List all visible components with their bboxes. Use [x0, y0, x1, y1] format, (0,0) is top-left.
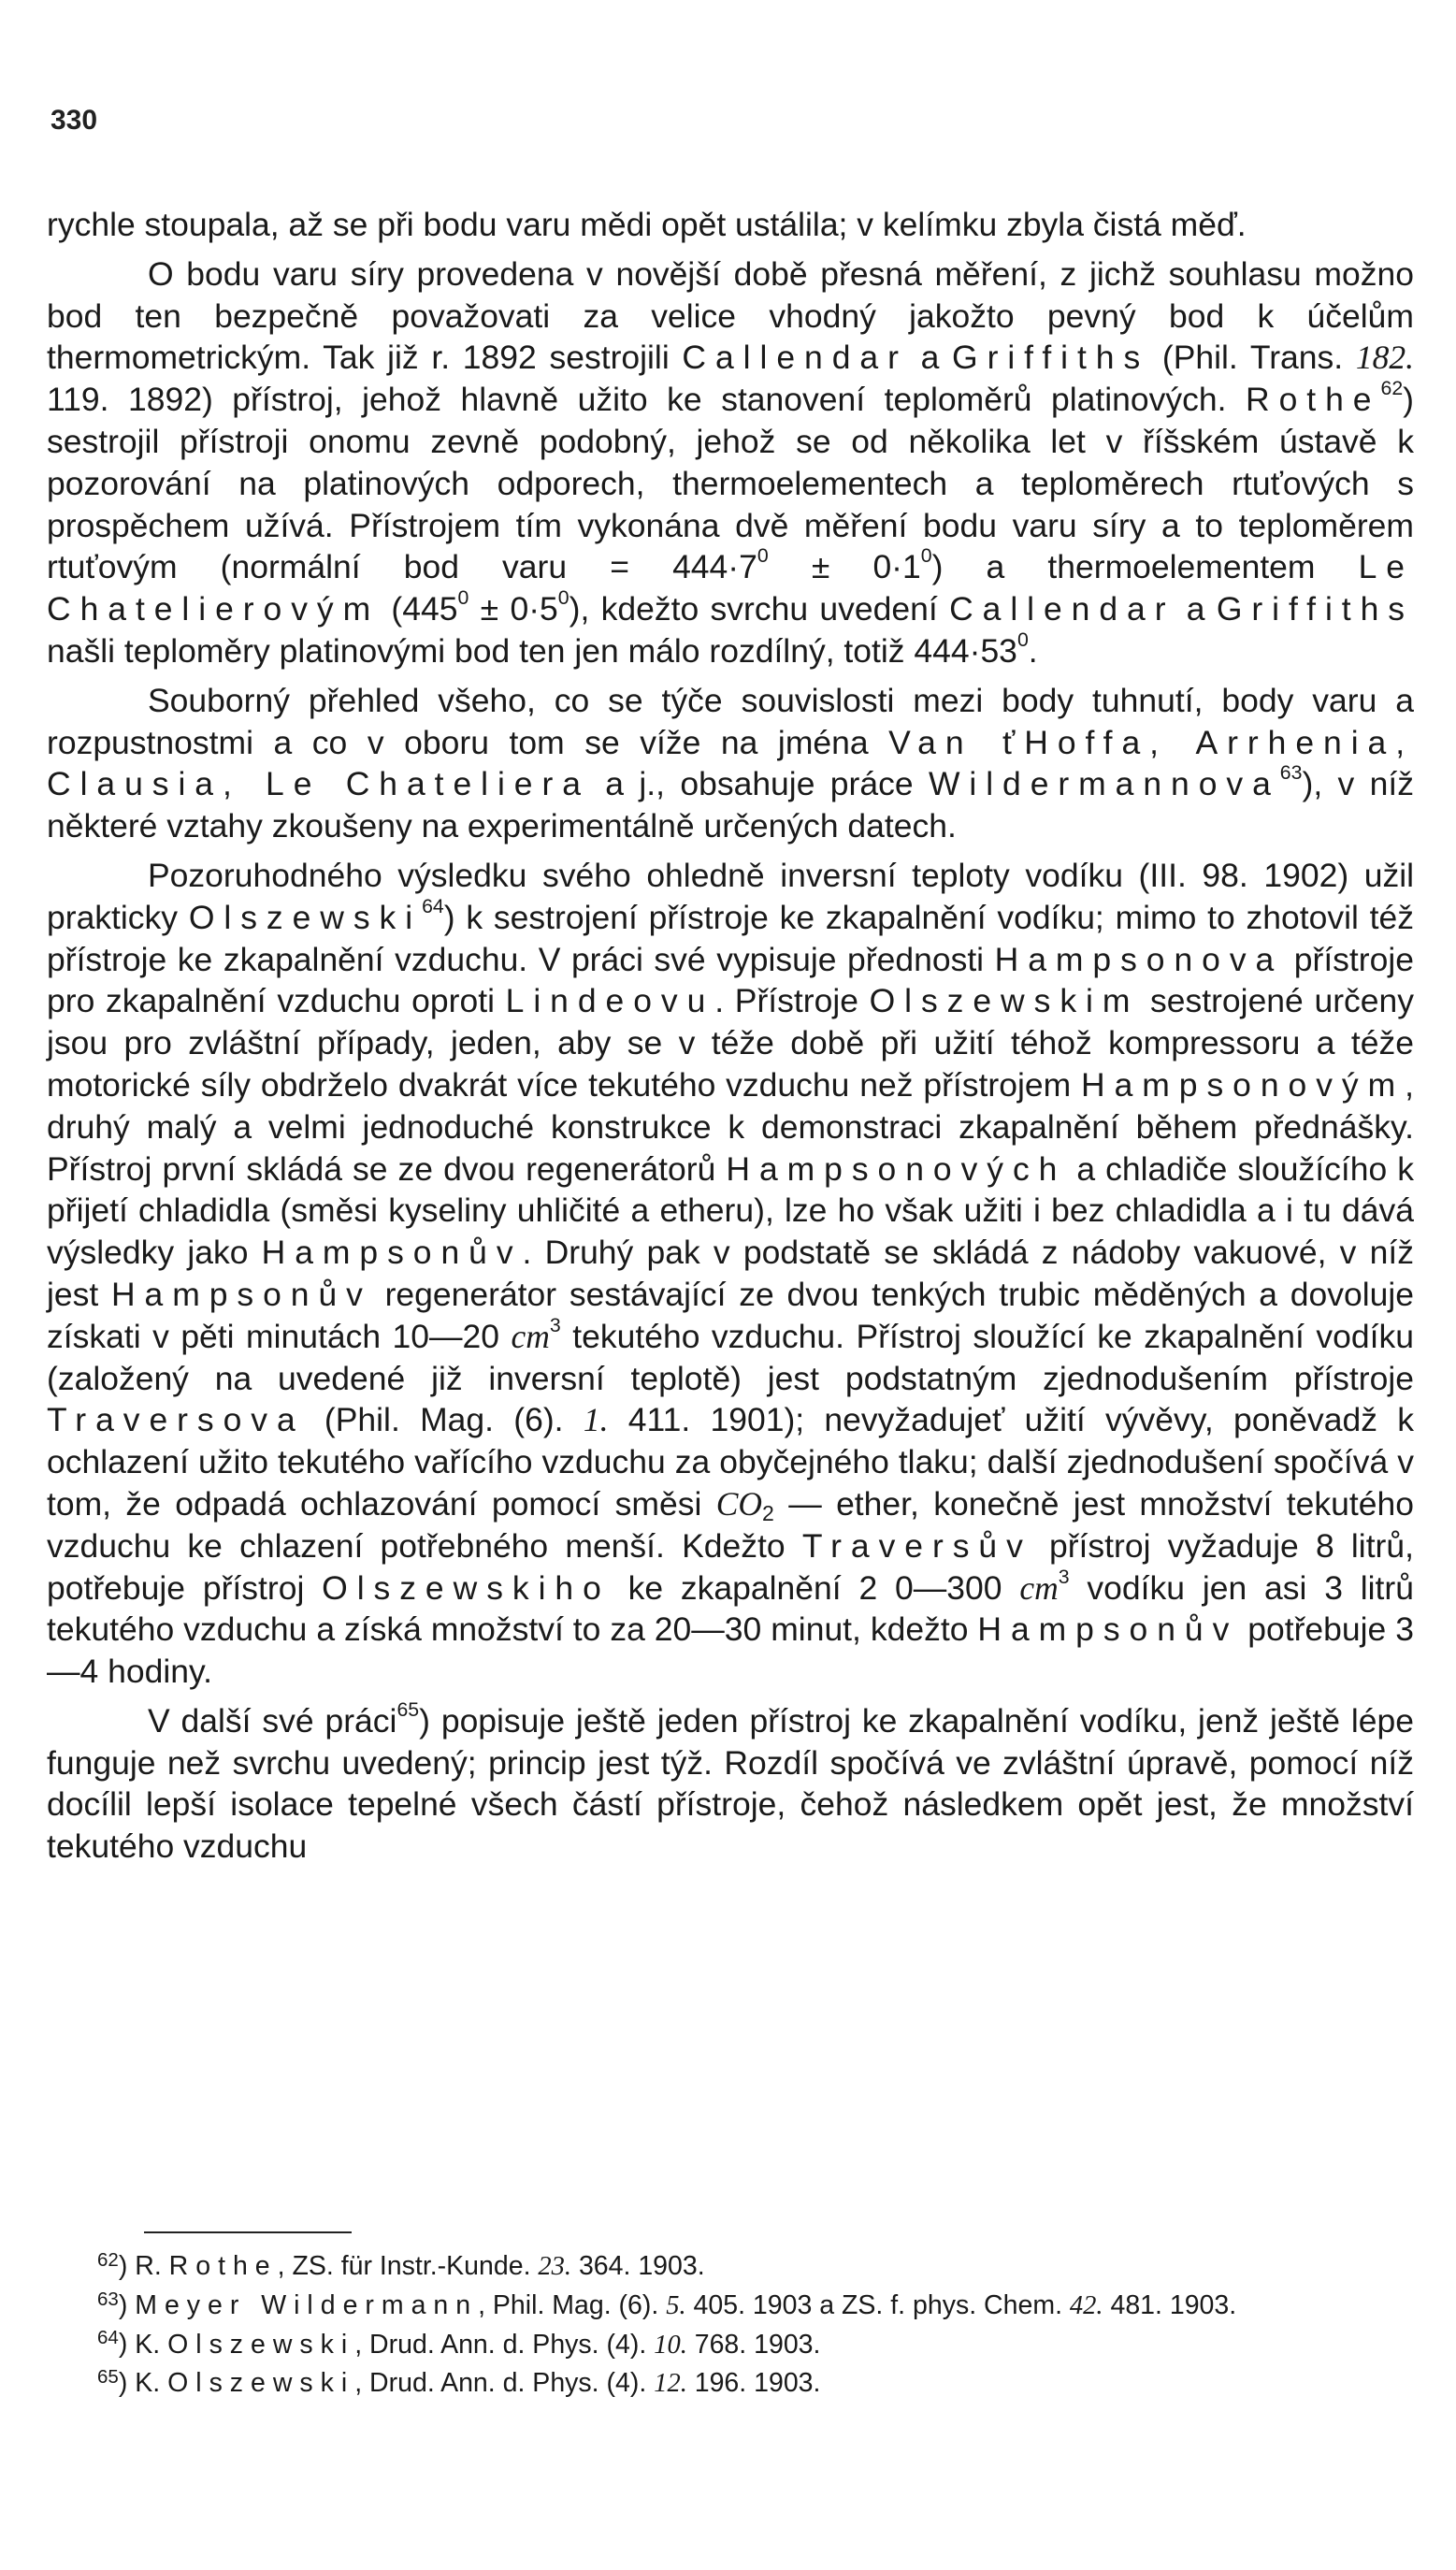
footnote-marker: 64	[97, 2327, 119, 2349]
text-segment: 64	[422, 894, 444, 917]
text-segment: 10.	[654, 2330, 687, 2360]
text-segment: Pozoruhodného výsledku svého ohledně inversní teploty vodíku (III. 98. 1902) užil prakticky	[47, 856, 1414, 936]
text-segment: 5.	[666, 2290, 686, 2320]
text-segment: ) a thermoelementem	[931, 548, 1359, 586]
text-segment: — ether, konečně jest množství tekutého vzduchu ke chlazení potřebného menší. Kdežto	[47, 1484, 1414, 1565]
text-segment: Van ťHoffa, Arrhenia, Clausia, Le Chateliera	[47, 723, 1415, 803]
text-segment: a	[1175, 590, 1217, 628]
footnote-marker: 63	[97, 2288, 119, 2310]
footnote-text	[135, 2251, 704, 2281]
text-segment: Griffiths	[952, 339, 1150, 377]
text-segment: Callendar	[949, 590, 1175, 628]
text-segment: a j., obsahuje práce	[589, 765, 929, 803]
text-segment: cm	[1019, 1568, 1059, 1607]
text-segment: , Drud. Ann. d. Phys. (4).	[354, 2368, 655, 2399]
text-segment: Meyer Wildermann	[135, 2289, 479, 2320]
text-segment: Olszewskim	[869, 982, 1140, 1020]
text-segment: 1.	[583, 1401, 609, 1439]
text-segment: 182.	[1355, 339, 1414, 377]
text-segment: Olszewski	[167, 2329, 355, 2360]
text-segment: 768. 1903.	[686, 2329, 821, 2360]
text-segment: ± 0·5	[469, 590, 558, 628]
text-segment: (445	[380, 590, 458, 628]
text-segment: 3	[549, 1313, 561, 1336]
text-segment: Hampsonova	[994, 940, 1284, 978]
text-segment: Wildermannova	[928, 765, 1280, 803]
text-segment: , Phil. Mag. (6).	[478, 2289, 667, 2320]
text-segment: našli teploměry platinovými bod ten jen málo rozdílný, totiž 444·53	[47, 631, 1017, 670]
text-segment: a	[907, 339, 953, 377]
text-segment: Hampsonových	[726, 1149, 1067, 1188]
body-text	[47, 204, 1414, 1868]
text-segment: 42.	[1069, 2290, 1103, 2320]
text-segment: Traversův	[801, 1526, 1032, 1565]
text-segment: , Drud. Ann. d. Phys. (4).	[354, 2329, 655, 2360]
footnote-65	[47, 2361, 1414, 2401]
text-segment: 0	[457, 586, 469, 610]
text-segment: Souborný přehled všeho, co se týče souvislosti mezi body tuhnutí, body varu a rozpustnostmi a co v oboru tom se víže na jména	[47, 681, 1414, 761]
text-segment: Hampsonův	[261, 1234, 523, 1272]
text-segment: Le Chatelierovým	[47, 548, 1414, 628]
footnote-text	[135, 2290, 1236, 2320]
text-segment: ± 0·1	[768, 548, 921, 586]
text-segment: Olszewski	[167, 2368, 355, 2399]
footnote-marker-paren: )	[118, 2368, 136, 2399]
text-segment: .	[1028, 631, 1038, 670]
text-segment: 63	[1279, 761, 1303, 785]
text-segment: . Přístroje	[714, 982, 870, 1020]
text-segment: 364. 1903.	[571, 2251, 705, 2282]
footnote-62	[47, 2245, 1414, 2284]
text-segment: 0	[557, 586, 569, 610]
text-segment: 481. 1903.	[1103, 2289, 1237, 2320]
footnote-64	[47, 2322, 1414, 2361]
text-segment: Hampsonovým	[1081, 1065, 1406, 1104]
text-segment: , druhý malý a velmi jednoduché konstrukce k demonstraci zkapalnění během přednášky. Přístroj první skládá se ze dvou regenerátorů	[47, 1065, 1414, 1188]
text-segment: 0	[920, 544, 932, 568]
footnote-marker-paren: )	[118, 2251, 136, 2282]
text-segment: 12.	[654, 2369, 687, 2399]
text-segment: 2	[762, 1500, 774, 1525]
footnote-marker: 65	[97, 2366, 119, 2389]
text-segment: V další své práci	[148, 1701, 397, 1740]
text-segment: Rothe	[168, 2251, 278, 2282]
text-segment: 196. 1903.	[686, 2368, 821, 2399]
text-segment: potřebuje 3—4 hodiny.	[47, 1610, 1414, 1691]
text-segment: sestrojené určeny jsou pro zvláštní případy, jeden, aby se v téže době při užití téhož kompressoru a téže motorické síly obdrželo dvakrát více tekutého vzduchu než přístrojem	[47, 982, 1414, 1104]
text-segment: (Phil. Mag. (6).	[304, 1401, 584, 1439]
text-segment: ) k sestrojení přístroje ke zkapalnění vodíku; mimo to zhotovil též přístroje ke zkapalnění vzduchu. V práci své vypisuje přednosti	[47, 898, 1414, 978]
footnote-63	[47, 2284, 1414, 2323]
text-segment: 405. 1903 a ZS. f. phys. Chem.	[685, 2289, 1070, 2320]
footnote-text	[135, 2330, 820, 2360]
text-segment: . Druhý pak v podstatě se skládá z nádoby vakuové, v níž jest	[47, 1234, 1414, 1313]
text-segment: Hampsonův	[977, 1610, 1239, 1649]
text-segment: rychle stoupala, až se při bodu varu mědi opět ustálila; v kelímku zbyla čistá měď.	[47, 206, 1247, 243]
text-segment: ), v níž některé vztahy zkoušeny na experimentálně určených datech.	[47, 765, 1414, 845]
text-segment: 411. 1901); nevyžadujeť užití vývěvy, poněvadž k ochlazení užito tekutého vařícího vzduchu za obyčejného tlaku; další zjednodušení spočívá v tom, že odpadá ochlazování pomocí směsi	[47, 1401, 1414, 1523]
text-segment: 3	[1058, 1565, 1070, 1588]
text-segment: vodíku jen asi 3 litrů tekutého vzduchu a získá množství to za 20—30 minut, kdežto	[47, 1568, 1414, 1649]
text-segment: Traversova	[47, 1401, 305, 1439]
text-segment: tekutého vzduchu. Přístroj sloužící ke zkapalnění vodíku (založený na uvedené již inversní teplotě) jest podstatným zjednodušením přístroje	[47, 1317, 1414, 1397]
text-segment: Hampsonův	[110, 1275, 372, 1313]
paragraph-1	[47, 204, 1414, 246]
text-segment: 0	[1016, 628, 1029, 651]
text-segment: Lindeovu	[505, 982, 715, 1020]
text-segment: (Phil. Trans.	[1149, 339, 1356, 377]
footnotes	[47, 2245, 1414, 2401]
text-segment: přístroje pro zkapalnění vzduchu oproti	[47, 940, 1414, 1020]
text-segment: 62	[1380, 377, 1404, 400]
text-segment: Olszewski	[188, 898, 423, 936]
text-segment: ) popisuje ještě jeden přístroj ke zkapalnění vodíku, jenž ještě lépe funguje než svrchu uvedený; princip jest týž. Rozdíl spočívá ve zvláštní úpravě, pomocí níž docílil lepší isolace tepelné všech částí přístroje, čehož následkem opět jest, že množství tekutého vzduchu	[47, 1701, 1415, 1866]
paragraph-5	[47, 1697, 1415, 1868]
footnote-marker-paren: )	[118, 2289, 136, 2320]
text-segment: regenerátor sestávající ze dvou tenkých trubic měděných a dovoluje získati v pěti minutách 10—20	[47, 1275, 1414, 1355]
text-segment: Callendar	[682, 339, 908, 377]
text-segment: cm	[511, 1317, 550, 1355]
text-segment: K.	[135, 2329, 168, 2360]
text-segment: 0	[757, 544, 769, 568]
text-segment: , ZS. für Instr.-Kunde.	[277, 2251, 539, 2282]
text-segment: ), kdežto svrchu uvedení	[569, 590, 950, 628]
text-segment: 65	[396, 1697, 420, 1721]
text-segment: a chladiče sloužícího k přijetí chladidla (směsi kyseliny uhličité a etheru), lze ho však užiti i bez chladidla a i tu dává výsledky jako	[47, 1149, 1414, 1272]
footnote-marker: 62	[97, 2249, 119, 2271]
text-segment: CO	[715, 1484, 763, 1523]
footnote-marker-paren: )	[118, 2329, 136, 2360]
page-number: 330	[50, 105, 98, 136]
text-segment: K.	[135, 2368, 168, 2399]
footnote-divider	[144, 2231, 352, 2233]
text-segment: 119. 1892) přístroj, jehož hlavně užito ke stanovení teploměrů platinových.	[47, 381, 1247, 419]
text-segment: O bodu varu síry provedena v novější době přesná měření, z jichž souhlasu možno bod ten bezpečně považovati za velice vhodný jakožto pevný bod k účelům thermometrickým. Tak již r. 1892 sestrojili	[47, 254, 1414, 377]
footnote-text	[135, 2368, 820, 2398]
text-segment: přístroj vyžaduje 8 litrů, potřebuje přístroj	[47, 1526, 1414, 1607]
text-segment: Rothe	[1246, 381, 1381, 419]
text-segment: ke zkapalnění 2 0—300	[610, 1568, 1020, 1607]
text-segment: Griffiths	[1216, 590, 1414, 628]
text-segment: ) sestrojil přístroji onomu zevně podobný, jehož se od několika let v říšském ústavě k pozorování na platinových odporech, thermoelementech a teploměrech rtuťových s prospěchem užívá. Přístrojem tím vykonána dvě měření bodu varu síry a to teploměrem rtuťovým (normální bod varu = 444·7	[47, 381, 1414, 586]
paragraph-2	[47, 253, 1414, 672]
paragraph-4	[47, 855, 1414, 1693]
paragraph-3	[47, 680, 1414, 847]
text-segment: 23.	[538, 2252, 572, 2282]
text-segment: Olszewskiho	[322, 1568, 611, 1607]
text-segment: R.	[135, 2251, 169, 2282]
